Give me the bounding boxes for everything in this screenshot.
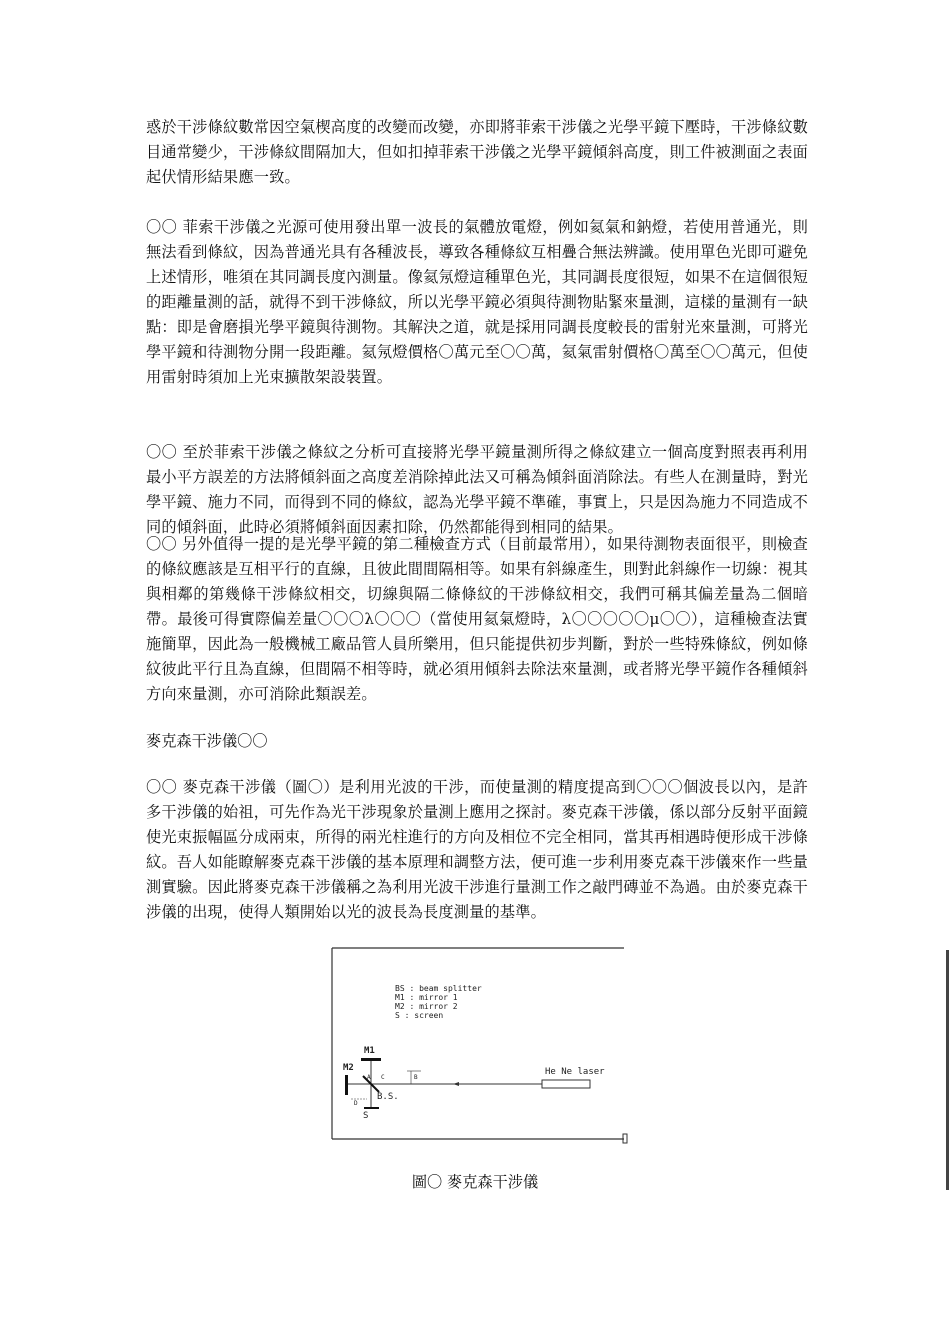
paragraph-4 <box>146 532 808 707</box>
paragraph-2 <box>146 215 808 390</box>
point-a-label: A <box>367 1074 371 1081</box>
paragraph-indent: 〇〇 <box>146 778 178 796</box>
bs-label: B.S. <box>377 1092 399 1102</box>
beam-arrow <box>453 1082 459 1086</box>
paragraph-indent: 〇〇 <box>146 535 177 553</box>
legend-m2: M2 : mirror 2 <box>395 1002 458 1011</box>
page-edge-line <box>946 950 949 1190</box>
paragraph-2-text: 菲索干涉儀之光源可使用發出單一波長的氣體放電燈，例如氦氣和鈉燈，若使用普通光，則無法看到條紋，因為普通光具有各種波長，導致各種條紋互相疊合無法辨識。使用單色光即可避免上述情形，唯須在其同調長度內測量。像氦氖燈這種單色光，其同調長度很短，如果不在這個很短的距離量測的話，就得不到干涉條紋，所以光學平鏡必須與待測物貼緊來量測，這樣的量測有一缺點：即是會磨損光學平鏡與待測物。其解決之道，就是採用同調長度較長的雷射光來量測，可將光學平鏡和待測物分開一段距離。氦氖燈價格〇萬元至〇〇萬，氦氣雷射價格〇萬至〇〇萬元，但使用雷射時須加上光束擴散架設裝置。 <box>146 218 809 386</box>
paragraph-indent: 〇〇 <box>146 218 178 236</box>
legend-s: S : screen <box>395 1011 444 1020</box>
paragraph-5-text: 麥克森干涉儀（圖〇）是利用光波的干涉，而使量測的精度提高到〇〇〇個波長以內，是許多干涉儀的始祖，可先作為光干涉現象於量測上應用之探討。麥克森干涉儀，係以部分反射平面鏡使光束振幅區分成兩束，所得的兩光柱進行的方向及相位不完全相同，當其再相遇時便形成干涉條紋。吾人如能瞭解麥克森干涉儀的基本原理和調整方法，便可進一步利用麥克森干涉儀來作一些量測實驗。因此將麥克森干涉儀稱之為利用光波干涉進行量測工作之敲門磚並不為過。由於麥克森干涉儀的出現，使得人類開始以光的波長為長度測量的基準。 <box>146 778 809 921</box>
figure-caption: 圖〇 麥克森干涉儀 <box>411 1173 539 1191</box>
michelson-interferometer-figure <box>331 947 631 1144</box>
paragraph-4-text: 另外值得一提的是光學平鏡的第二種檢查方式（目前最常用），如果待測物表面很平，則檢查的條紋應該是互相平行的直線，且彼此間間隔相等。如果有斜線產生，則對此斜線作一切線：視其與相鄰的第幾條干涉條紋相交，切線與隔二條條紋的干涉條紋相交，我們可稱其偏差量為二個暗帶。最後可得實際偏差量〇〇〇λ〇〇〇（當使用氦氣燈時，λ〇〇〇〇〇μ〇〇），這種檢查法實施簡單，因此為一般機械工廠品管人員所樂用，但只能提供初步判斷，對於一些特殊條紋，例如條紋彼此平行且為直線，但間隔不相等時，就必須用傾斜去除法來量測，或者將光學平鏡作各種傾斜方向來量測，亦可消除此類誤差。 <box>146 535 809 703</box>
mirror-m1 <box>361 1058 381 1061</box>
legend-bs: BS : beam splitter <box>395 984 482 993</box>
m1-label: M1 <box>364 1046 375 1056</box>
s-label: S <box>363 1111 369 1121</box>
paragraph-indent: 〇〇 <box>146 443 178 461</box>
paragraph-1: 惑於干涉條紋數常因空氣楔高度的改變而改變，亦即將菲索干涉儀之光學平鏡下壓時，干涉條紋數目通常變少，干涉條紋間隔加大，但如扣掉菲索干涉儀之光學平鏡傾斜高度，則工件被測面之表面起伏情形結果應一致。 <box>146 118 808 186</box>
section-heading: 麥克森干涉儀〇〇 <box>146 732 268 750</box>
laser-label: He Ne laser <box>545 1067 605 1077</box>
mirror-m2 <box>345 1075 348 1095</box>
paragraph-5 <box>146 775 808 925</box>
m2-label: M2 <box>343 1063 354 1073</box>
figure-diagram <box>331 947 631 1144</box>
point-d-label: D <box>354 1100 358 1107</box>
paragraph-3 <box>146 440 808 540</box>
laser-tube <box>542 1080 590 1088</box>
point-c-label: C <box>381 1074 385 1081</box>
legend-m1: M1 : mirror 1 <box>395 993 458 1002</box>
point-b-label: B <box>414 1074 418 1081</box>
paragraph-3-text: 至於菲索干涉儀之條紋之分析可直接將光學平鏡量測所得之條紋建立一個高度對照表再利用最小平方誤差的方法將傾斜面之高度差消除掉此法又可稱為傾斜面消除法。有些人在測量時，對光學平鏡、施力不同，而得到不同的條紋，認為光學平鏡不準確，事實上，只是因為施力不同造成不同的傾斜面，此時必須將傾斜面因素扣除，仍然都能得到相同的結果。 <box>146 443 809 536</box>
